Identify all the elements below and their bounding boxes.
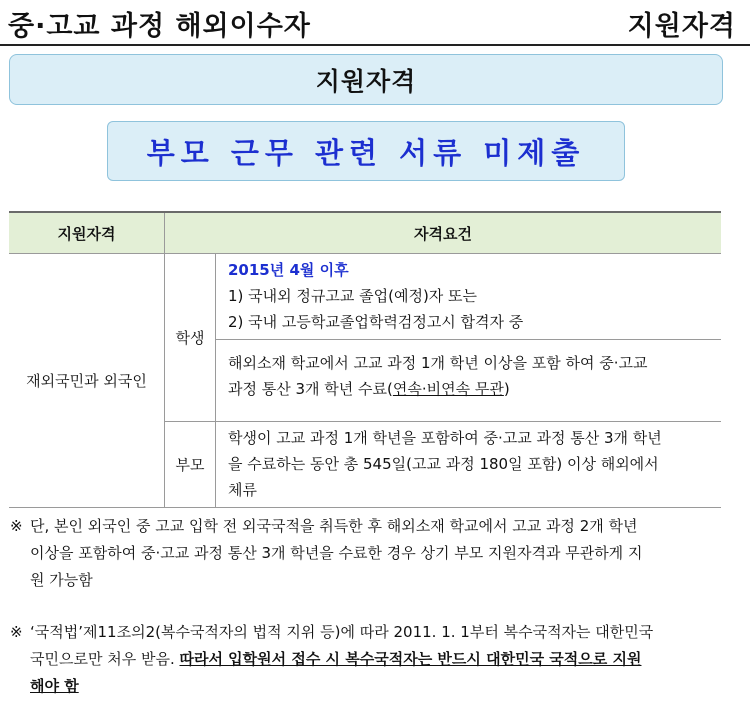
requirement-line: 을 수료하는 동안 총 545일(고교 과정 180일 포함) 이상 해외에서 bbox=[228, 455, 659, 473]
table-header-row bbox=[9, 212, 721, 254]
underlined-text: 연속·비연속 무관 bbox=[392, 380, 504, 398]
section-banner: 지원자격 bbox=[9, 54, 723, 105]
student-requirement-2 bbox=[216, 340, 722, 422]
requirements-table bbox=[9, 211, 721, 508]
parent-label: 부모 bbox=[165, 422, 216, 508]
note-dual-nationality bbox=[10, 619, 728, 700]
note-foreigner-exception bbox=[10, 513, 728, 594]
category-box: 부모 근무 관련 서류 미제출 bbox=[107, 121, 625, 181]
header-left-title: 중·고교 과정 해외이수자 bbox=[8, 11, 311, 42]
requirement-line: 2) 국내 고등학교졸업학력검정고시 합격자 중 bbox=[228, 313, 524, 331]
note-line: 원 가능함 bbox=[30, 571, 93, 589]
requirement-text: ) bbox=[503, 380, 510, 398]
header-divider bbox=[0, 44, 750, 46]
requirement-line bbox=[228, 376, 715, 402]
note-mark: ※ bbox=[10, 517, 23, 535]
requirement-line: 학생이 고교 과정 1개 학년을 포함하여 중·고교 과정 통산 3개 학년 bbox=[228, 429, 662, 447]
note-line: ‘국적법’제11조의2(복수국적자의 법적 지위 등)에 따라 2011. 1. 1부터 복수국적자는 대한민국 bbox=[30, 623, 654, 641]
note-text: 국민으로만 처우 받음. bbox=[30, 650, 180, 668]
note-line bbox=[30, 646, 728, 673]
emphasis-text: 해야 함 bbox=[30, 677, 79, 695]
note-line: 이상을 포함하여 중·고교 과정 통산 3개 학년을 수료한 경우 상기 부모 지원자격과 무관하게 지 bbox=[30, 544, 643, 562]
requirement-text: 과정 통산 3개 학년 수료( bbox=[228, 380, 393, 398]
col-header-requirements: 자격요건 bbox=[165, 212, 722, 254]
header-right-title: 지원자격 bbox=[627, 11, 736, 42]
requirement-line: 1) 국내외 정규고교 졸업(예정)자 또는 bbox=[228, 287, 478, 305]
note-line: 단, 본인 외국인 중 고교 입학 전 외국국적을 취득한 후 해외소재 학교에서 고교 과정 2개 학년 bbox=[30, 517, 638, 535]
emphasis-text: 따라서 입학원서 접수 시 복수국적자는 반드시 대한민국 국적으로 지원 bbox=[179, 650, 642, 668]
student-label: 학생 bbox=[165, 254, 216, 422]
date-condition: 2015년 4월 이후 bbox=[228, 261, 349, 279]
requirement-line: 해외소재 학교에서 고교 과정 1개 학년 이상을 포함 하여 중·고교 bbox=[228, 354, 648, 372]
requirement-line: 체류 bbox=[228, 481, 257, 499]
student-requirement-1 bbox=[216, 254, 722, 340]
col-header-qualification: 지원자격 bbox=[9, 212, 165, 254]
table-row bbox=[9, 254, 721, 340]
page-header bbox=[0, 0, 750, 46]
parent-requirement bbox=[216, 422, 722, 508]
note-mark: ※ bbox=[10, 623, 23, 641]
applicant-cell: 재외국민과 외국인 bbox=[9, 254, 165, 508]
